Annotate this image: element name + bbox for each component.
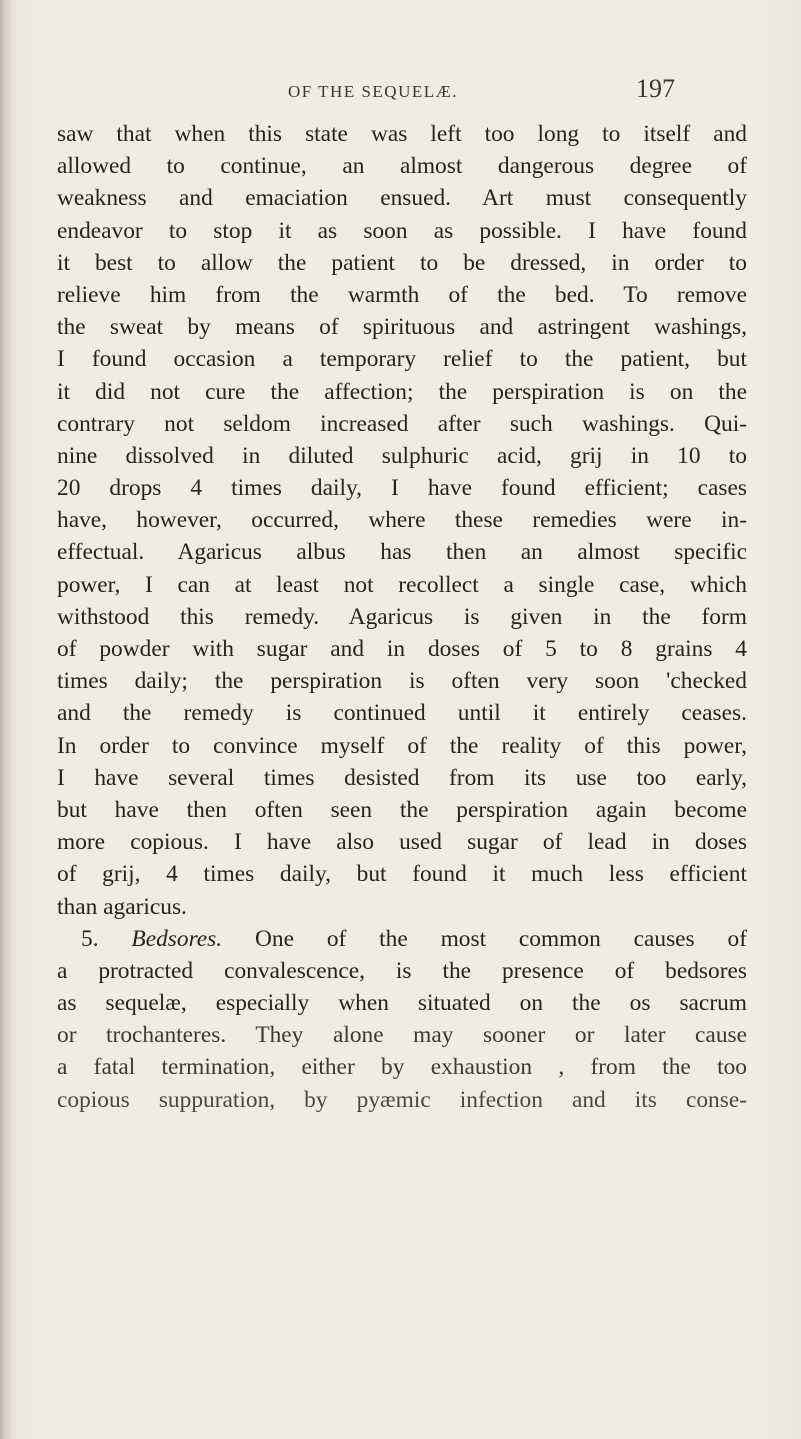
text-line: In order to convince myself of the reality of this power, (57, 732, 747, 759)
text-line: more copious. I have also used sugar of lead in doses (57, 829, 747, 856)
text-line: or trochanteres. They alone may sooner or later cause (57, 1022, 747, 1049)
text-line: weakness and emaciation ensued. Art must consequently (57, 185, 747, 212)
text-line: 20 drops 4 times daily, I have found efficient; cases (57, 475, 747, 502)
section-intro-text: One of the most common causes of (255, 925, 747, 952)
text-line: a protracted convalescence, is the presence of bedsores (57, 957, 747, 984)
text-line: it did not cure the affection; the perspiration is on the (57, 378, 747, 405)
text-line: effectual. Agaricus albus has then an almost specific (57, 539, 747, 566)
section-number: 5. (81, 925, 99, 952)
text-line: it best to allow the patient to be dressed, in order to (57, 249, 747, 276)
text-line: of grij, 4 times daily, but found it much less efficient (57, 861, 747, 888)
text-line: times daily; the perspiration is often very soon 'checked (57, 668, 747, 695)
text-line: contrary not seldom increased after such washings. Qui- (57, 410, 747, 437)
body-text (57, 118, 747, 1116)
text-line: relieve him from the warmth of the bed. To remove (57, 281, 747, 308)
running-head: OF THE SEQUELÆ. (288, 82, 458, 101)
text-line: withstood this remedy. Agaricus is given in the form (57, 603, 747, 630)
text-line: have, however, occurred, where these remedies were in- (57, 507, 747, 534)
text-line: copious suppuration, by pyæmic infection and its conse- (57, 1086, 747, 1113)
page-number: 197 (636, 74, 675, 103)
text-line: allowed to continue, an almost dangerous degree of (57, 153, 747, 180)
section-first-line (57, 923, 747, 955)
text-line: than agaricus. (57, 893, 187, 920)
text-line: of powder with sugar and in doses of 5 to 8 grains 4 (57, 636, 747, 662)
text-line: nine dissolved in diluted sulphuric acid, grij in 10 to (57, 442, 747, 469)
text-line: the sweat by means of spirituous and astringent washings, (57, 314, 747, 341)
binding-edge (0, 0, 12, 1439)
text-line: I have several times desisted from its use too early, (57, 764, 747, 791)
text-line: a fatal termination, either by exhaustion , from the too (57, 1054, 747, 1081)
text-line: saw that when this state was left too long to itself and (57, 121, 747, 147)
text-line: power, I can at least not recollect a single case, which (57, 571, 747, 598)
section-heading: Bedsores. (131, 925, 223, 952)
text-line: but have then often seen the perspiration again become (57, 796, 747, 823)
text-line: and the remedy is continued until it entirely ceases. (57, 700, 747, 727)
text-line: as sequelæ, especially when situated on the os sacrum (57, 990, 747, 1017)
text-line: I found occasion a temporary relief to the patient, but (57, 346, 747, 373)
text-line: endeavor to stop it as soon as possible. I have found (57, 217, 747, 244)
